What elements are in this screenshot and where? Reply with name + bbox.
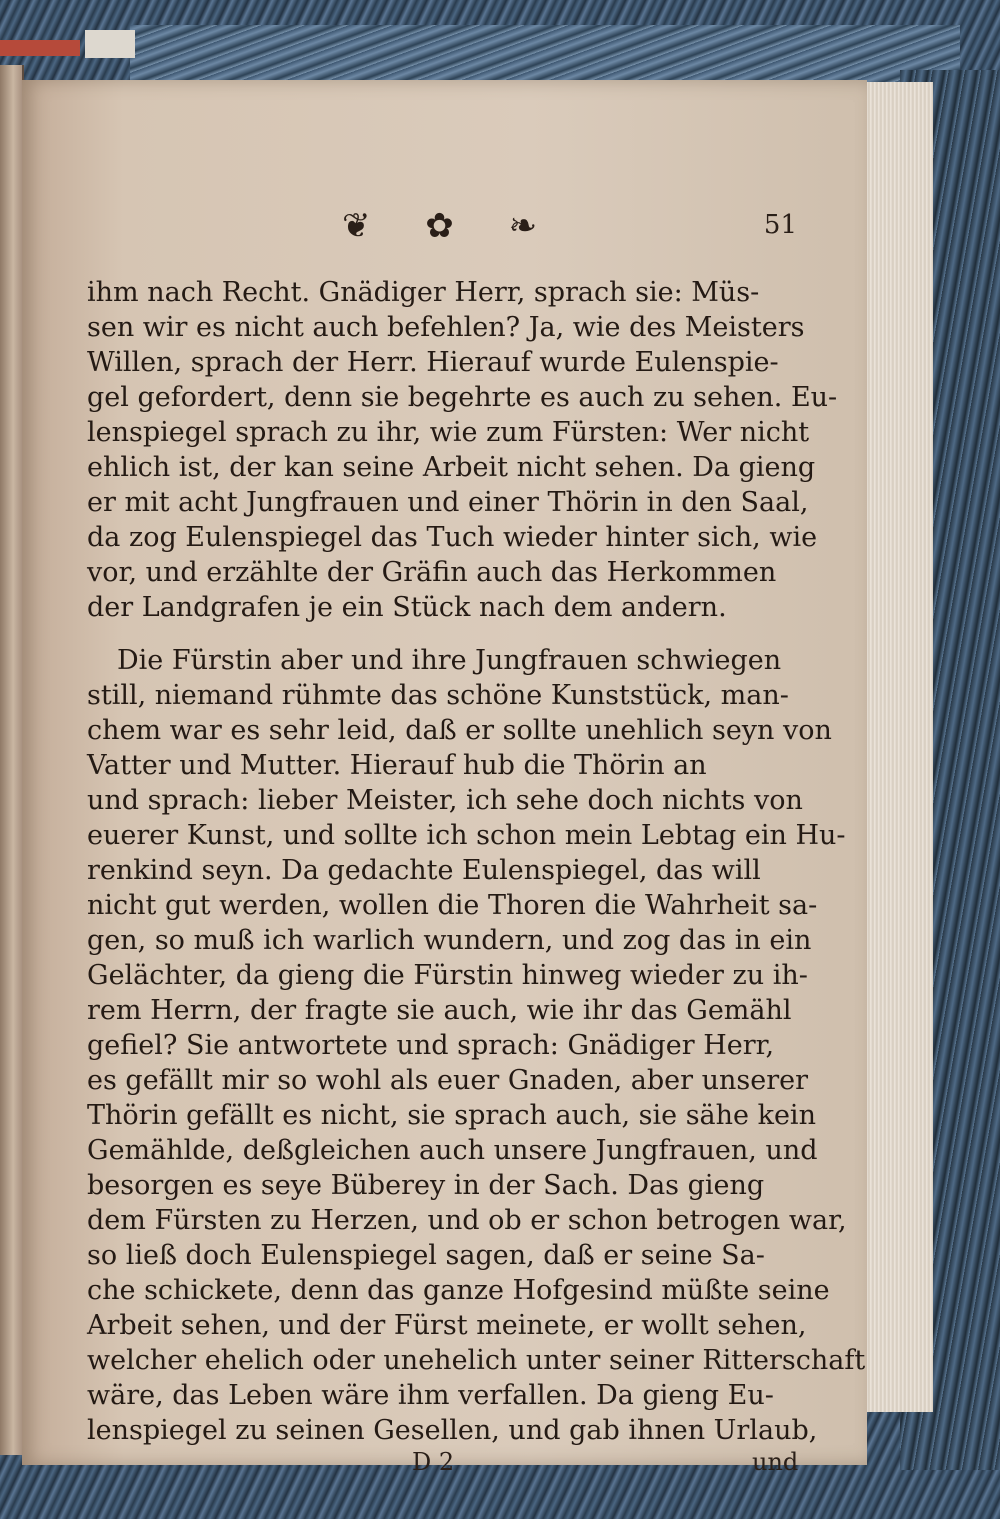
bookmark-tab-white xyxy=(85,30,135,58)
header-ornament: ❦ ✿ ❧ xyxy=(342,206,560,246)
text-line: Willen, sprach der Herr. Hierauf wurde Eulenspie- xyxy=(87,347,779,378)
text-line: chem war es sehr leid, daß er sollte unehlich seyn von xyxy=(87,715,832,746)
text-line: gefiel? Sie antwortete und sprach: Gnädiger Herr, xyxy=(87,1030,775,1061)
text-line: ihm nach Recht. Gnädiger Herr, sprach sie: Müs- xyxy=(87,277,760,308)
text-line: rem Herrn, der fragte sie auch, wie ihr das Gemähl xyxy=(87,995,792,1026)
text-line: und sprach: lieber Meister, ich sehe doch nichts von xyxy=(87,785,803,816)
text-line: da zog Eulenspiegel das Tuch wieder hinter sich, wie xyxy=(87,522,818,553)
text-line: ehlich ist, der kan seine Arbeit nicht sehen. Da gieng xyxy=(87,452,816,483)
text-line: vor, und erzählte der Gräfin auch das Herkommen xyxy=(87,557,777,588)
page-footer xyxy=(22,1448,867,1488)
page-header xyxy=(22,198,867,258)
text-line: Vatter und Mutter. Hierauf hub die Thörin an xyxy=(87,750,707,781)
facing-page-sliver xyxy=(0,65,24,1455)
text-line: so ließ doch Eulenspiegel sagen, daß er seine Sa- xyxy=(87,1240,765,1271)
text-line: Die Fürstin aber und ihre Jungfrauen schwiegen xyxy=(117,645,782,676)
text-line: renkind seyn. Da gedachte Eulenspiegel, das will xyxy=(87,855,761,886)
text-line: lenspiegel zu seinen Gesellen, und gab ihnen Urlaub, xyxy=(87,1415,818,1446)
book-page xyxy=(22,80,867,1476)
book-top-edge xyxy=(130,25,960,87)
text-line: still, niemand rühmte das schöne Kunststück, man- xyxy=(87,680,789,711)
text-line: dem Fürsten zu Herzen, und ob er schon betrogen war, xyxy=(87,1205,847,1236)
text-line: es gefällt mir so wohl als euer Gnaden, aber unserer xyxy=(87,1065,808,1096)
text-line: lenspiegel sprach zu ihr, wie zum Fürsten: Wer nicht xyxy=(87,417,810,448)
text-line: welcher ehelich oder unehelich unter seiner Ritterschaft xyxy=(87,1345,866,1376)
text-line: Gemählde, deßgleichen auch unsere Jungfrauen, und xyxy=(87,1135,818,1166)
text-line: sen wir es nicht auch befehlen? Ja, wie des Meisters xyxy=(87,312,805,343)
text-line: Arbeit sehen, und der Fürst meinete, er wollt sehen, xyxy=(87,1310,807,1341)
text-line: besorgen es seye Büberey in der Sach. Das gieng xyxy=(87,1170,765,1201)
text-line: er mit acht Jungfrauen und einer Thörin in den Saal, xyxy=(87,487,809,518)
text-line: gen, so muß ich warlich wundern, und zog das in ein xyxy=(87,925,812,956)
signature-mark: D 2 xyxy=(412,1448,455,1476)
page-block-edge xyxy=(862,82,933,1412)
text-line: euerer Kunst, und sollte ich schon mein Lebtag ein Hu- xyxy=(87,820,846,851)
bookmark-tab-red xyxy=(0,40,80,56)
text-line: nicht gut werden, wollen die Thoren die Wahrheit sa- xyxy=(87,890,818,921)
text-line: gel gefordert, denn sie begehrte es auch zu sehen. Eu- xyxy=(87,382,838,413)
text-line: der Landgrafen je ein Stück nach dem andern. xyxy=(87,592,727,623)
page-number: 51 xyxy=(763,210,797,240)
text-line: Thörin gefällt es nicht, sie sprach auch, sie sähe kein xyxy=(87,1100,816,1131)
body-text xyxy=(87,275,866,1448)
paragraph-gap xyxy=(87,625,827,643)
text-line: wäre, das Leben wäre ihm verfallen. Da gieng Eu- xyxy=(87,1380,774,1411)
text-line: che schickete, denn das ganze Hofgesind müßte seine xyxy=(87,1275,830,1306)
text-line: Gelächter, da gieng die Fürstin hinweg wieder zu ih- xyxy=(87,960,808,991)
catchword: und xyxy=(752,1448,799,1476)
